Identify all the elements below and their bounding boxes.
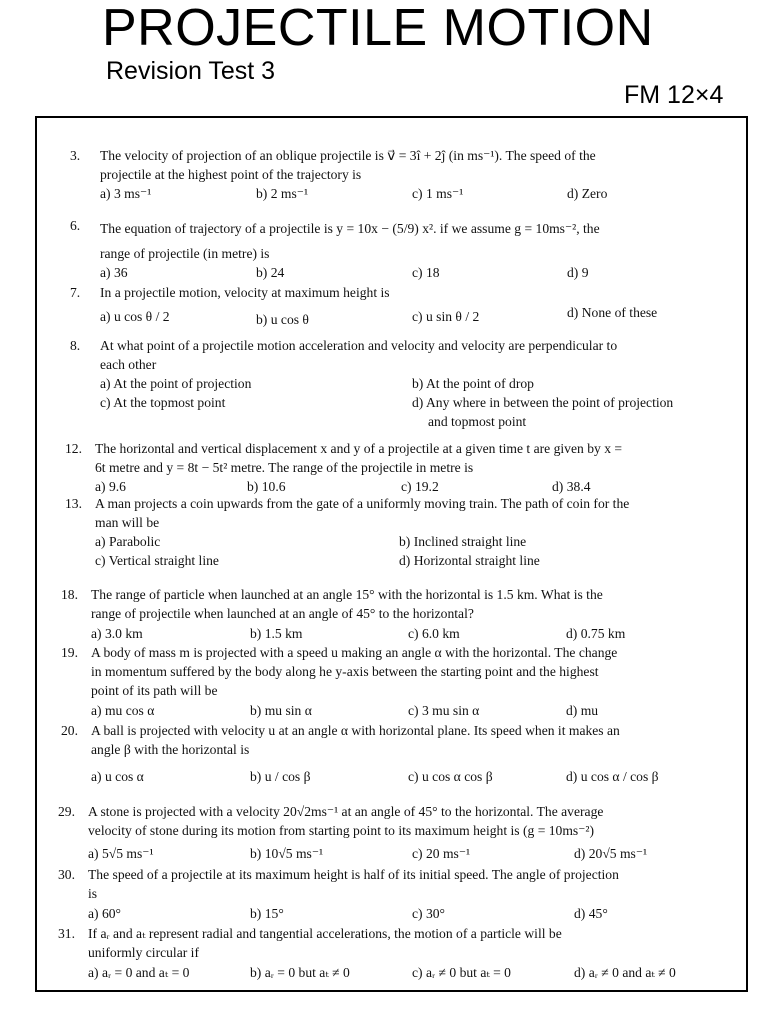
- question-number: 12.: [65, 441, 82, 456]
- option-b[interactable]: b) 2 ms⁻¹: [256, 186, 309, 201]
- option-d[interactable]: d) 45°: [574, 906, 608, 921]
- question-13: [65, 494, 740, 572]
- option-d[interactable]: d) None of these: [567, 305, 658, 320]
- option-b[interactable]: b) 10.6: [247, 479, 286, 494]
- option-a[interactable]: a) aᵣ = 0 and aₜ = 0: [88, 965, 190, 980]
- option-d[interactable]: d) 20√5 ms⁻¹: [574, 846, 648, 861]
- question-number: 13.: [65, 496, 82, 511]
- option-c[interactable]: c) u cos α cos β: [408, 769, 493, 784]
- option-b[interactable]: b) u cos θ: [256, 312, 309, 327]
- option-b[interactable]: b) At the point of drop: [412, 376, 534, 391]
- option-d[interactable]: d) aᵣ ≠ 0 and aₜ ≠ 0: [574, 965, 676, 980]
- option-d[interactable]: d) mu: [566, 703, 599, 718]
- option-d[interactable]: d) Zero: [567, 186, 608, 201]
- question-stem-line: The horizontal and vertical displacement x and y of a projectile at a given time t are given by x =: [95, 441, 623, 456]
- option-c[interactable]: c) 1 ms⁻¹: [412, 186, 464, 201]
- option-b[interactable]: b) mu sin α: [250, 703, 312, 718]
- option-c[interactable]: c) 6.0 km: [408, 626, 460, 641]
- option-b[interactable]: b) u / cos β: [250, 769, 311, 784]
- page-title: PROJECTILE MOTION: [102, 0, 654, 57]
- question-number: 3.: [70, 148, 81, 163]
- option-c[interactable]: c) Vertical straight line: [95, 553, 219, 568]
- option-a[interactable]: a) 36: [100, 265, 128, 280]
- option-a[interactable]: a) u cos θ / 2: [100, 309, 170, 324]
- option-c[interactable]: c) 19.2: [401, 479, 439, 494]
- question-29: [58, 802, 741, 860]
- question-stem-line: man will be: [95, 515, 160, 530]
- question-stem-line: point of its path will be: [91, 683, 218, 698]
- option-b[interactable]: b) 15°: [250, 906, 284, 921]
- option-d[interactable]: d) u cos α / cos β: [566, 769, 659, 784]
- question-number: 31.: [58, 926, 75, 941]
- question-stem-line: is: [88, 886, 98, 901]
- option-b[interactable]: b) 24: [256, 265, 285, 280]
- question-20: [61, 721, 741, 791]
- option-a[interactable]: a) At the point of projection: [100, 376, 252, 391]
- question-number: 18.: [61, 587, 78, 602]
- question-stem-line: A man projects a coin upwards from the gate of a uniformly moving train. The path of coin for the: [95, 496, 630, 511]
- option-b[interactable]: b) 10√5 ms⁻¹: [250, 846, 324, 861]
- question-stem-line: 6t metre and y = 8t − 5t² metre. The range of the projectile in metre is: [95, 460, 474, 475]
- option-c[interactable]: c) 30°: [412, 906, 445, 921]
- option-a[interactable]: a) 60°: [88, 906, 121, 921]
- option-a[interactable]: a) 9.6: [95, 479, 126, 494]
- question-stem-line: each other: [100, 357, 157, 372]
- question-stem-line: If aᵣ and aₜ represent radial and tangential accelerations, the motion of a particle will be: [88, 926, 562, 941]
- question-stem-line: A ball is projected with velocity u at an angle α with horizontal plane. Its speed when it makes an: [91, 723, 620, 738]
- option-d[interactable]: d) Horizontal straight line: [399, 553, 540, 568]
- option-c[interactable]: c) aᵣ ≠ 0 but aₜ = 0: [412, 965, 511, 980]
- option-c[interactable]: c) u sin θ / 2: [412, 309, 480, 324]
- question-8: [70, 336, 740, 432]
- option-a[interactable]: a) 3 ms⁻¹: [100, 186, 152, 201]
- option-a[interactable]: a) mu cos α: [91, 703, 155, 718]
- option-d[interactable]: d) 0.75 km: [566, 626, 626, 641]
- question-stem-line: angle β with the horizontal is: [91, 742, 250, 757]
- option-c[interactable]: c) 3 mu sin α: [408, 703, 480, 718]
- full-marks: FM 12×4: [624, 81, 724, 109]
- option-d[interactable]: d) 38.4: [552, 479, 591, 494]
- option-b[interactable]: b) 1.5 km: [250, 626, 303, 641]
- question-6: [70, 219, 740, 279]
- question-stem-line: At what point of a projectile motion acceleration and velocity and velocity are perpendicular to: [100, 338, 618, 353]
- question-number: 20.: [61, 723, 78, 738]
- option-c[interactable]: c) 18: [412, 265, 440, 280]
- option-c[interactable]: c) At the topmost point: [100, 395, 226, 410]
- question-stem-line: The speed of a projectile at its maximum height is half of its initial speed. The angle of projection: [88, 867, 619, 882]
- question-stem-line: range of projectile (in metre) is: [100, 246, 270, 261]
- question-number: 30.: [58, 867, 75, 882]
- question-stem-line: In a projectile motion, velocity at maximum height is: [100, 285, 390, 300]
- option-a[interactable]: a) Parabolic: [95, 534, 161, 549]
- question-12: [65, 439, 740, 497]
- question-18: [61, 585, 741, 643]
- question-31: [58, 924, 741, 984]
- question-stem-line: projectile at the highest point of the trajectory is: [100, 167, 362, 182]
- page-subtitle: Revision Test 3: [106, 57, 276, 85]
- question-stem-line: in momentum suffered by the body along he y-axis between the starting point and the highest: [91, 664, 599, 679]
- question-number: 8.: [70, 338, 81, 353]
- question-stem-line: velocity of stone during its motion from starting point to its maximum height is (g = 10ms⁻²): [88, 823, 594, 838]
- option-b[interactable]: b) Inclined straight line: [399, 534, 527, 549]
- option-b[interactable]: b) aᵣ = 0 but aₜ ≠ 0: [250, 965, 350, 980]
- question-stem-line: The equation of trajectory of a projectile is y = 10x − (5/9) x². if we assume g = 10ms⁻², the: [100, 221, 600, 236]
- question-stem-line: A stone is projected with a velocity 20√2ms⁻¹ at an angle of 45° to the horizontal. The average: [88, 804, 604, 819]
- question-number: 6.: [70, 218, 81, 233]
- option-a[interactable]: a) u cos α: [91, 769, 144, 784]
- question-3: [70, 146, 740, 206]
- option-d[interactable]: d) 9: [567, 265, 589, 280]
- question-number: 19.: [61, 645, 78, 660]
- question-stem-line: uniformly circular if: [88, 945, 199, 960]
- question-stem-line: The range of particle when launched at an angle 15° with the horizontal is 1.5 km. What is the: [91, 587, 603, 602]
- question-30: [58, 865, 741, 923]
- question-number: 7.: [70, 285, 81, 300]
- option-c[interactable]: c) 20 ms⁻¹: [412, 846, 471, 861]
- question-19: [61, 643, 741, 721]
- question-stem-line: A body of mass m is projected with a speed u making an angle α with the horizontal. The change: [91, 645, 618, 660]
- question-stem-line: range of projectile when launched at an angle of 45° to the horizontal?: [91, 606, 474, 621]
- option-d-continued: and topmost point: [428, 414, 527, 429]
- question-number: 29.: [58, 804, 75, 819]
- option-a[interactable]: a) 5√5 ms⁻¹: [88, 846, 154, 861]
- option-d[interactable]: d) Any where in between the point of projection: [412, 395, 674, 410]
- question-7: [70, 283, 740, 339]
- option-a[interactable]: a) 3.0 km: [91, 626, 143, 641]
- question-stem-line: The velocity of projection of an oblique projectile is v⃗ = 3î + 2ĵ (in ms⁻¹). The speed of the: [100, 148, 596, 163]
